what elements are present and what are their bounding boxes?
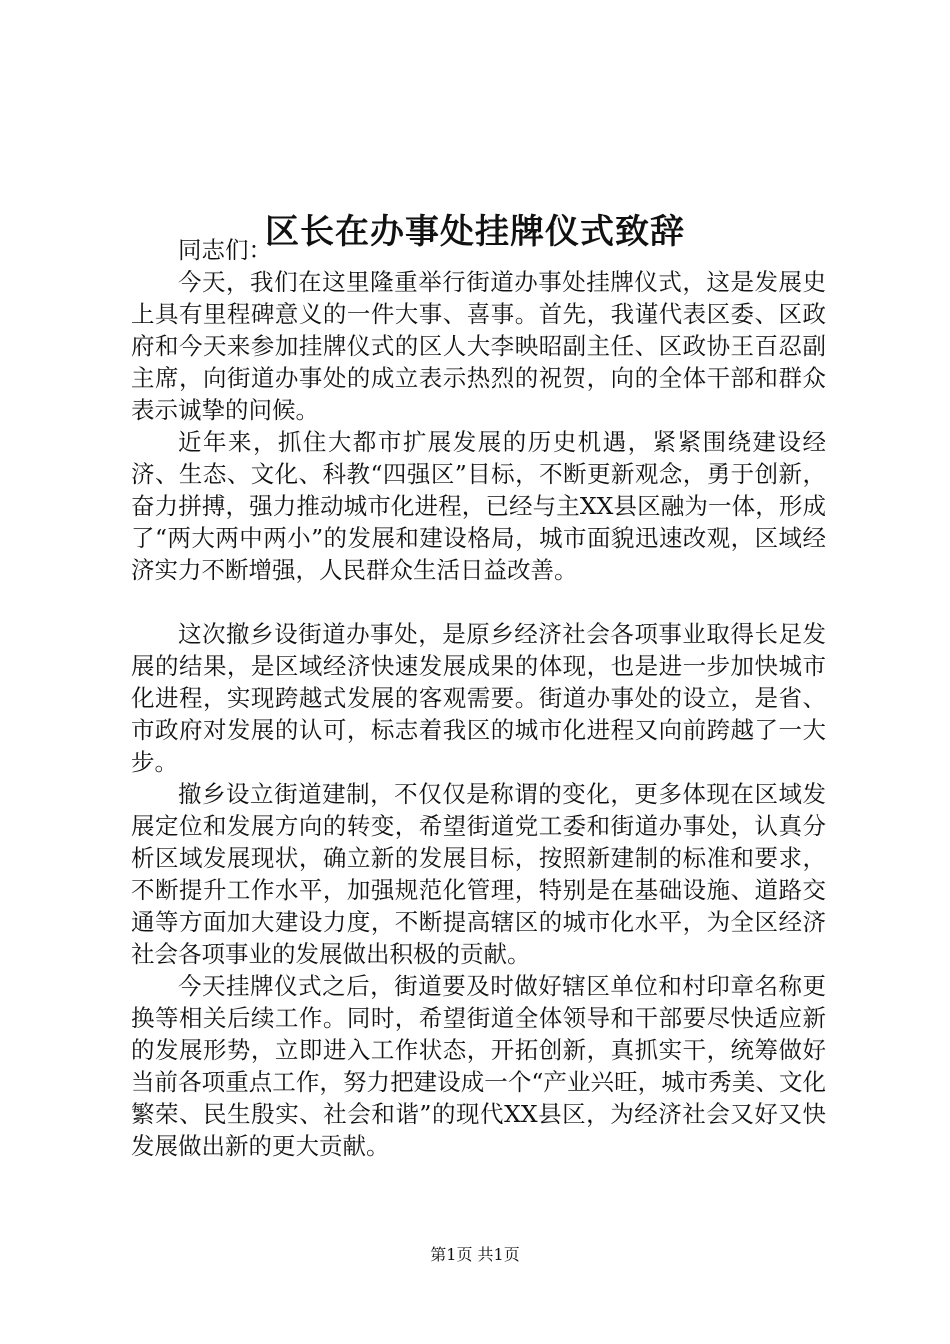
document-body [131, 234, 826, 1162]
paragraph-2: 近年来，抓住大都市扩展发展的历史机遇，紧紧围绕建设经济、生态、文化、科教“四强区”目标，不断更新观念，勇于创新，奋力拼搏，强力推动城市化进程，已经与主XX县区融为一体，形成了“两大两中两小”的发展和建设格局，城市面貌迅速改观，区域经济实力不断增强，人民群众生活日益改善。 [131, 428, 826, 584]
paragraph-5: 今天挂牌仪式之后，街道要及时做好辖区单位和村印章名称更换等相关后续工作。同时，希望街道全体领导和干部要尽快适应新的发展形势，立即进入工作状态，开拓创新，真抓实干，统筹做好当前各项重点工作，努力把建设成一个“产业兴旺，城市秀美、文化繁荣、民生殷实、社会和谐”的现代XX县区，为经济社会又好又快发展做出新的更大贡献。 [131, 972, 826, 1160]
paragraph-3: 这次撤乡设街道办事处，是原乡经济社会各项事业取得长足发展的结果，是区域经济快速发展成果的体现，也是进一步加快城市化进程，实现跨越式发展的客观需要。街道办事处的设立，是省、市政府对发展的认可，标志着我区的城市化进程又向前跨越了一大步。 [131, 620, 826, 776]
salutation: 同志们： [178, 236, 272, 264]
paragraph-1: 今天，我们在这里隆重举行街道办事处挂牌仪式，这是发展史上具有里程碑意义的一件大事、喜事。首先，我谨代表区委、区政府和今天来参加挂牌仪式的区人大李映昭副主任、区政协王百忍副主席，向街道办事处的成立表示热烈的祝贺，向的全体干部和群众表示诚挚的问候。 [131, 268, 826, 424]
page-footer: 第1页 共1页 [430, 1245, 520, 1264]
paragraph-4: 撤乡设立街道建制，不仅仅是称谓的变化，更多体现在区域发展定位和发展方向的转变，希望街道党工委和街道办事处，认真分析区域发展现状，确立新的发展目标，按照新建制的标准和要求，不断提升工作水平，加强规范化管理，特别是在基础设施、道路交通等方面加大建设力度，不断提高辖区的城市化水平，为全区经济社会各项事业的发展做出积极的贡献。 [131, 780, 826, 968]
document-title: 区长在办事处挂牌仪式致辞 [265, 211, 685, 252]
